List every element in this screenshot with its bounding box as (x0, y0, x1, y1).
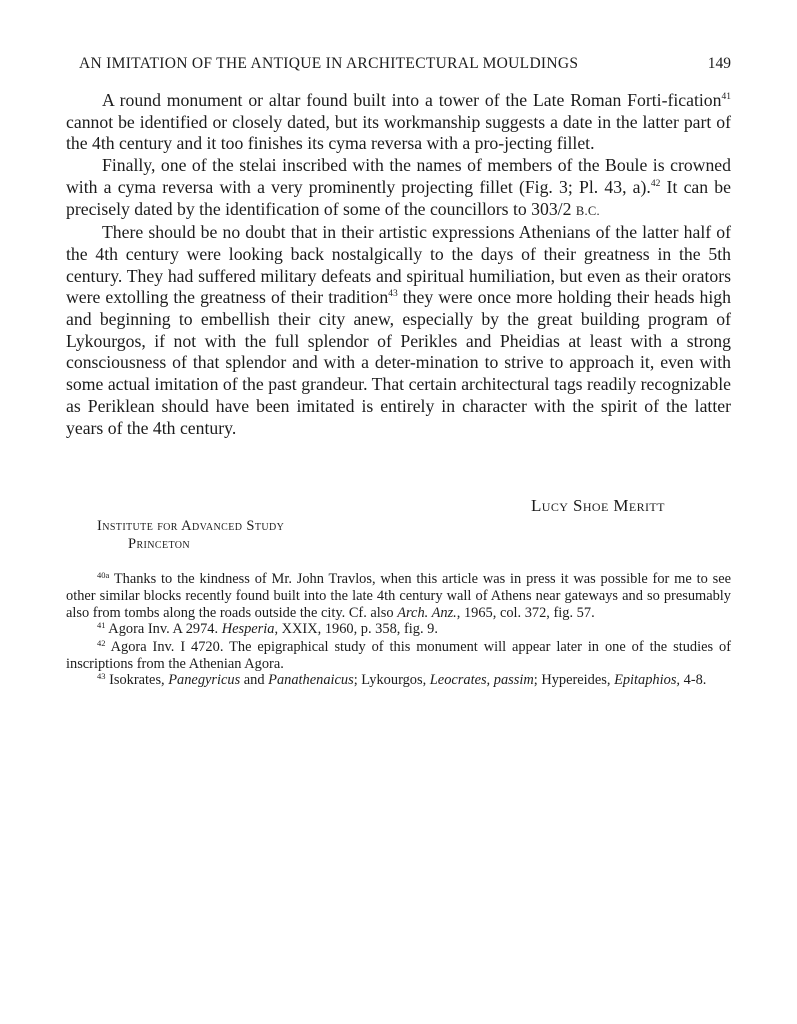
footnotes (66, 571, 731, 690)
running-head: AN IMITATION OF THE ANTIQUE IN ARCHITECTURAL MOULDINGS (79, 55, 579, 72)
footnote-number: 42 (97, 637, 106, 648)
author-signature: Lucy Shoe Meritt (531, 496, 665, 515)
author-affiliation (97, 517, 284, 553)
footnote: $^{41}$ Agora Inv. A 2974. Hesperia, XXIX, 1960, p. 358, fig. 9. (97, 620, 438, 638)
paragraph: Finally, one of the stelai inscribed with the names of members of the Boule is crowned with a cyma reversa with a very prominently projecting fillet (Fig. 3; Pl. 43, a).$^{42}$ It can be precisely dated by the identification of some of the councillors to 303/2 B.C. (66, 155, 732, 219)
footnote-ref[interactable]: 41 (721, 92, 731, 102)
page-header (79, 55, 731, 77)
paragraph: There should be no doubt that in their artistic expressions Athenians of the latter half of the 4th century were looking back nostalgically to the days of their greatness in the 5th century. They had suffered military defeats and spiritual humiliation, but even as their orators were extolling the greatness of their tradition$^{43}$ they were once more holding their heads high and beginning to embellish their city anew, especially by the great building program of Lykourgos, if not with the full splendor of Perikles and Pheidias at least with a strong consciousness of that splendor and with a deter-mination to strive to approach it, even with some actual imitation of the past grandeur. That certain architectural tags readily recognizable as Periklean should have been imitated is entirely in character with the spirit of the latter years of the 4th century. (66, 222, 731, 438)
affiliation-city: Princeton (128, 536, 191, 552)
page-number: 149 (707, 55, 731, 72)
footnote-ref[interactable]: 42 (650, 178, 661, 189)
footnote-ref[interactable]: 43 (388, 289, 398, 300)
footnote: $^{43}$ Isokrates, Panegyricus and Panathenaicus; Lykourgos, Leocrates, passim; Hypereides, Epitaphios, 4-8. (97, 671, 707, 689)
paragraph: A round monument or altar found built into a tower of the Late Roman Forti-fication$^{41}$ cannot be identified or closely dated, but its workmanship suggests a date in the latter part of the 4th century and it too finishes its cyma reversa with a pro-jecting fillet. (66, 90, 731, 154)
footnote: $^{40a}$ Thanks to the kindness of Mr. John Travlos, when this article was in press it was possible for me to see other similar blocks recently found built into the late 4th century wall of Athens near gateways and so presumably also from tombs along the roads outside the city. Cf. also Arch. Anz., 1965, col. 372, fig. 57. (66, 570, 731, 621)
footnote-number: 40a (97, 570, 110, 580)
affiliation-line: Institute for Advanced Study (97, 518, 285, 534)
footnote: $^{42}$ Agora Inv. I 4720. The epigraphical study of this monument will appear later in one of the studies of inscriptions from the Athenian Agora. (66, 637, 731, 673)
footnote-number: 41 (97, 620, 106, 631)
article-body (66, 90, 731, 439)
footnote-number: 43 (97, 671, 106, 682)
